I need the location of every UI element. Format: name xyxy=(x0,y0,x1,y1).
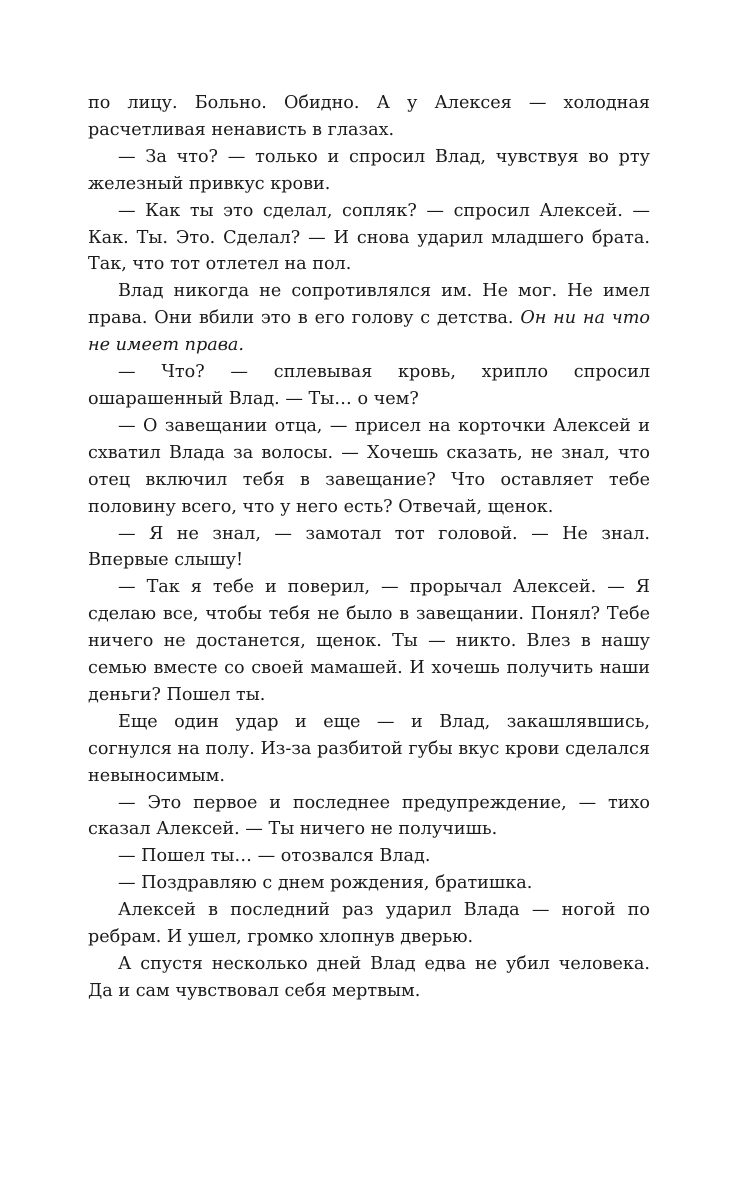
paragraph-8: — Так я тебе и поверил, — прорычал Алексей. — Я сделаю все, чтобы тебя не было в завещании. Понял? Тебе ничего не достанется, щенок. Ты — никто. Влез в нашу семью вместе со своей мамашей. И хочешь получить наши деньги? Пошел ты. xyxy=(88,577,650,705)
paragraph-10: — Это первое и последнее предупреждение, — тихо сказал Алексей. — Ты ничего не получишь. xyxy=(88,792,650,840)
paragraph-7: — Я не знал, — замотал тот головой. — Не знал. Впервые слышу! xyxy=(88,523,650,571)
paragraph-5: — Что? — сплевывая кровь, хрипло спросил ошарашенный Влад. — Ты… о чем? xyxy=(88,362,650,409)
paragraph-11: — Пошел ты… — отозвался Влад. xyxy=(118,846,431,867)
paragraph-6: — О завещании отца, — присел на корточки Алексей и схватил Влада за волосы. — Хочешь сказать, не знал, что отец включил тебя в завещание? Что оставляет тебе половину всего, что у него есть? Отвечай, щенок. xyxy=(88,415,650,517)
paragraph-12: — Поздравляю с днем рождения, братишка. xyxy=(118,873,533,894)
paragraph-4: Влад никогда не сопротивлялся им. Не мог. Не имел права. Они вбили это в его голову с детства. Он ни на что не имеет права. xyxy=(88,281,650,356)
paragraph-14: А спустя несколько дней Влад едва не убил человека. Да и сам чувствовал себя мертвым. xyxy=(88,954,650,1001)
paragraph-2: — За что? — только и спросил Влад, чувствуя во рту железный привкус крови. xyxy=(88,146,650,194)
book-page-text xyxy=(88,90,650,1005)
italic-thought: Он ни на что не имеет права. xyxy=(88,308,650,356)
paragraph-3: — Как ты это сделал, сопляк? — спросил Алексей. — Как. Ты. Это. Сделал? — И снова ударил младшего брата. Так, что тот отлетел на пол. xyxy=(88,200,650,275)
paragraph-1: по лицу. Больно. Обидно. А у Алексея — холодная расчетливая ненависть в глазах. xyxy=(88,93,650,140)
paragraph-9: Еще один удар и еще — и Влад, закашлявшись, согнулся на полу. Из-за разбитой губы вкус крови сделался невыносимым. xyxy=(88,711,650,786)
paragraph-13: Алексей в последний раз ударил Влада — ногой по ребрам. И ушел, громко хлопнув дверью. xyxy=(88,900,650,948)
